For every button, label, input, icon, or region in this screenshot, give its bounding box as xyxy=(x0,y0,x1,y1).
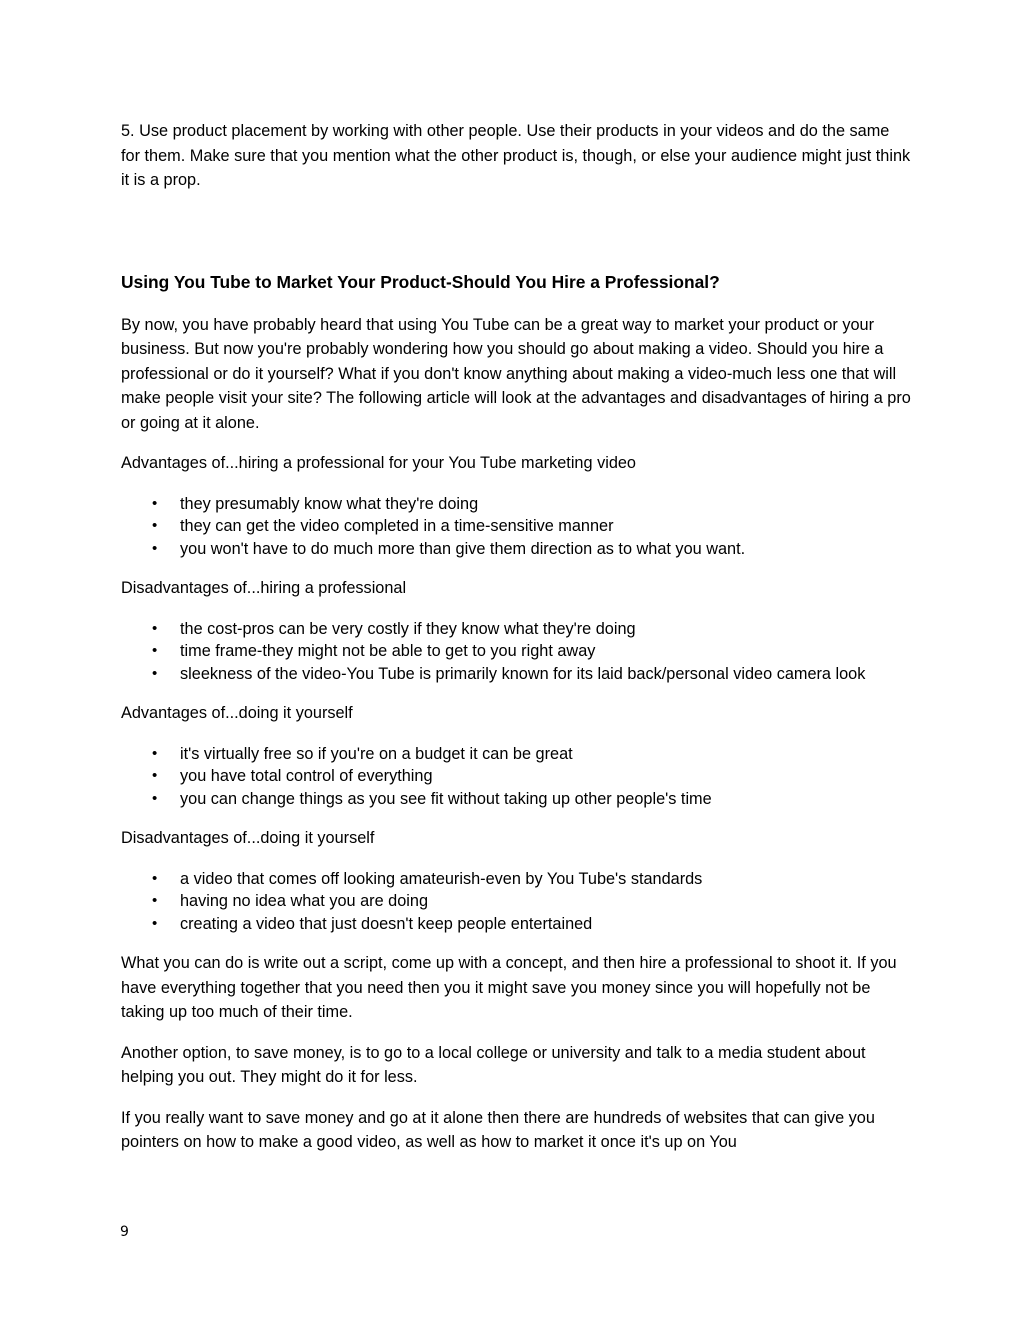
list-item-text: the cost-pros can be very costly if they know what they're doing xyxy=(180,619,636,638)
list-item xyxy=(152,618,911,641)
list-item xyxy=(152,788,911,811)
intro-paragraph: 5. Use product placement by working with other people. Use their products in your videos and do the same for them. Make sure that you mention what the other product is, though, or else your audience might just think it is a prop. xyxy=(121,122,911,189)
bullet-icon: • xyxy=(152,869,158,887)
bullet-icon: • xyxy=(152,642,158,659)
list-item-text: a video that comes off looking amateurish-even by You Tube's standards xyxy=(180,869,703,888)
closing-paragraph-student: Another option, to save money, is to go to a local college or university and talk to a media student about helping you out. They might do it for less. xyxy=(121,1043,866,1086)
list-item xyxy=(152,890,911,913)
list-item-text: sleekness of the video-You Tube is primarily known for its laid back/personal video camera look xyxy=(180,664,866,683)
bullet-icon: • xyxy=(152,892,158,909)
bullet-list-pro-advantages xyxy=(121,493,911,561)
list-item xyxy=(152,765,911,788)
section-title-diy-advantages: Advantages of...doing it yourself xyxy=(121,704,353,722)
list-item xyxy=(152,663,911,686)
bullet-list-diy-advantages xyxy=(121,743,911,811)
bullet-icon: • xyxy=(152,494,158,512)
list-item xyxy=(152,868,911,891)
list-item xyxy=(152,743,911,766)
bullet-list-pro-disadvantages xyxy=(121,618,911,686)
closing-paragraph-script: What you can do is write out a script, come up with a concept, and then hire a professional to shoot it. If you have everything together that you need then you it might save you money since you will hopefully not be taking up too much of their time. xyxy=(121,954,897,1021)
section-heading: Using You Tube to Market Your Product-Should You Hire a Professional? xyxy=(121,271,720,292)
section-title-diy-disadvantages: Disadvantages of...doing it yourself xyxy=(121,829,375,847)
bullet-icon: • xyxy=(152,767,158,784)
page-body xyxy=(121,119,911,1155)
list-item-text: having no idea what you are doing xyxy=(180,892,429,910)
list-item xyxy=(152,913,911,936)
bullet-icon: • xyxy=(152,539,158,557)
bullet-icon: • xyxy=(152,619,158,637)
section-title-pro-disadvantages: Disadvantages of...hiring a professional xyxy=(121,579,407,597)
bullet-icon: • xyxy=(152,664,158,682)
list-item-text: time frame-they might not be able to get to you right away xyxy=(180,642,596,660)
bullet-icon: • xyxy=(152,789,158,807)
list-item xyxy=(152,515,911,538)
section-title-pro-advantages: Advantages of...hiring a professional for your You Tube marketing video xyxy=(121,454,636,472)
list-item-text: they can get the video completed in a time-sensitive manner xyxy=(180,517,614,535)
closing-paragraph-diy: If you really want to save money and go at it alone then there are hundreds of websites that can give you pointers on how to make a good video, as well as how to market it once it's up on You xyxy=(121,1108,875,1151)
list-item xyxy=(152,640,911,663)
list-item-text: you won't have to do much more than give them direction as to what you want. xyxy=(180,539,746,558)
bullet-icon: • xyxy=(152,744,158,762)
list-item-text: they presumably know what they're doing xyxy=(180,494,479,513)
page-number: 9 xyxy=(120,1224,129,1240)
opening-paragraph: By now, you have probably heard that using You Tube can be a great way to market your product or your business. But now you're probably wondering how you should go about making a video. Should you hire a professional or do it yourself? What if you don't know anything about making a video-much less one that will make people visit your site? The following article will look at the advantages and disadvantages of hiring a pro or going at it alone. xyxy=(121,315,911,432)
list-item-text: it's virtually free so if you're on a budget it can be great xyxy=(180,744,573,763)
list-item-text: you have total control of everything xyxy=(180,767,433,785)
bullet-icon: • xyxy=(152,517,158,534)
list-item-text: creating a video that just doesn't keep people entertained xyxy=(180,914,593,933)
bullet-list-diy-disadvantages xyxy=(121,868,911,936)
list-item-text: you can change things as you see fit without taking up other people's time xyxy=(180,789,712,808)
list-item xyxy=(152,493,911,516)
bullet-icon: • xyxy=(152,914,158,932)
list-item xyxy=(152,538,911,561)
